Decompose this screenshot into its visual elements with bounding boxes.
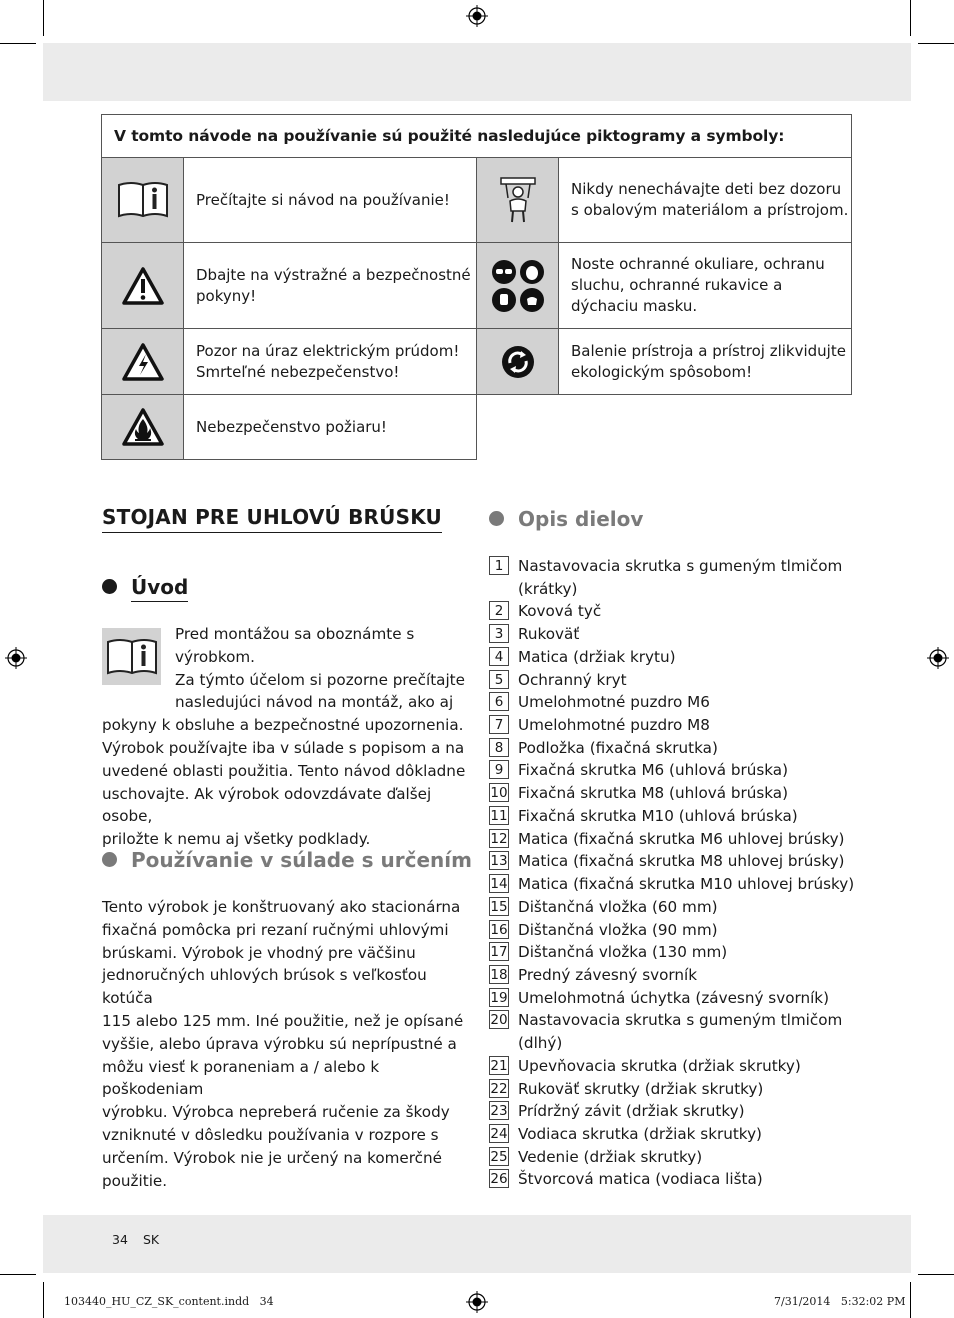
language-code: SK — [143, 1232, 160, 1247]
part-label: Dištančná vložka (60 mm) — [518, 897, 718, 916]
pictogram-text: Balenie prístroja a prístroj zlikvidujte ekologickým spôsobom! — [558, 328, 852, 395]
section-heading-intro: Úvod — [102, 575, 188, 599]
section-heading-parts: Opis dielov — [489, 507, 643, 531]
pictogram-cell — [101, 242, 184, 329]
bullet-icon — [102, 579, 117, 594]
part-number: 9 — [489, 760, 509, 779]
part-number: 18 — [490, 966, 508, 983]
part-label: Vedenie (držiak skrutky) — [518, 1147, 703, 1166]
crop-mark — [918, 1274, 954, 1275]
crop-mark — [0, 1274, 36, 1275]
part-number: 3 — [489, 624, 509, 643]
part-number: 5 — [489, 670, 509, 689]
part-label: Umelohmotná úchytka (závesný svorník) — [518, 988, 830, 1007]
part-number: 7 — [489, 715, 509, 734]
part-label: Fixačná skrutka M6 (uhlová brúska) — [518, 761, 789, 780]
pictogram-cell — [476, 242, 559, 329]
bullet-icon — [102, 852, 117, 867]
part-number: 15 — [490, 898, 508, 915]
part-label: Kovová tyč — [518, 602, 602, 621]
pictogram-text: Nebezpečenstvo požiaru! — [183, 394, 477, 460]
part-label: Rukoväť skrutky (držiak skrutky) — [518, 1079, 764, 1098]
registration-mark-icon — [466, 5, 488, 27]
crop-mark — [910, 1282, 911, 1318]
registration-mark-icon — [466, 1291, 488, 1313]
crop-mark — [910, 0, 911, 36]
warning-triangle-icon — [121, 266, 165, 306]
part-number: 20 — [490, 1012, 508, 1029]
pictogram-cell — [101, 394, 184, 460]
part-label: Matica (držiak krytu) — [518, 647, 676, 666]
book-info-icon — [117, 180, 169, 220]
part-number: 11 — [490, 807, 508, 824]
part-number: 25 — [490, 1148, 508, 1165]
pictogram-text: Pozor na úraz elektrickým prúdom! Smrteľné nebezpečenstvo! — [183, 328, 477, 395]
electric-shock-icon — [121, 342, 165, 382]
page-title: STOJAN PRE UHLOVÚ BRÚSKU — [102, 505, 442, 533]
part-number: 13 — [490, 853, 508, 870]
file-slug: 103440_HU_CZ_SK_content.indd 34 — [64, 1295, 274, 1308]
bullet-icon — [489, 511, 504, 526]
pictogram-text: Prečítajte si návod na používanie! — [183, 157, 477, 243]
pictogram-table — [101, 114, 852, 460]
part-number: 4 — [489, 647, 509, 666]
part-label: Umelohmotné puzdro M8 — [518, 716, 710, 735]
part-label: Nastavovacia skrutka s gumeným tlmičom — [518, 557, 843, 575]
part-number: 19 — [490, 989, 508, 1006]
intro-paragraph: Pred montážou sa oboznámte s výrobkom. Za týmto účelom si pozorne prečítajte nasledujúci návod na montáž, ako aj pokyny k obsluhe a bezpečnostné upozornenia. Výrobok používajte iba v súlade s popisom a na uvedené oblasti použitia. Tento návod dôkladne uschovajte. Ak výrobok odovzdávate ďalšej osobe, priložte k nemu aj všetky podklady. — [102, 625, 466, 849]
part-number: 24 — [490, 1126, 508, 1142]
pictogram-cell — [101, 328, 184, 395]
footer-band — [43, 1215, 911, 1273]
part-label: Umelohmotné puzdro M6 — [518, 693, 710, 712]
pictogram-text: Nikdy nenechávajte deti bez dozoru s obalovým materiálom a prístrojom. — [558, 157, 852, 243]
pictogram-cell — [101, 157, 184, 243]
part-number: 22 — [490, 1080, 508, 1097]
pictogram-table-header: V tomto návode na používanie sú použité nasledujúce piktogramy a symboly: — [101, 114, 852, 158]
recycling-icon — [501, 345, 535, 379]
part-number: 26 — [490, 1171, 508, 1188]
crop-mark — [43, 1282, 44, 1318]
part-label: Fixačná skrutka M10 (uhlová brúska) — [518, 806, 798, 825]
part-label: Štvorcová matica (vodiaca lišta) — [518, 1170, 763, 1189]
part-number: 17 — [490, 944, 508, 961]
part-number: 8 — [489, 738, 509, 757]
protective-equipment-icon — [491, 259, 545, 313]
part-number: 2 — [489, 601, 509, 620]
part-label: Dištančná vložka (130 mm) — [518, 943, 728, 962]
intended-use-paragraph: Tento výrobok je konštruovaný ako stacionárna fixačná pomôcka pri rezaní ručnými uhlovými brúskami. Výrobok je vhodný pre väčšinu jednoručných uhlových brúsok s veľkosťou kotúča 115 alebo 125 mm. Iné použitie, než je opísané vyššie, alebo úprava výrobku sú neprípustné a môžu viesť k poraneniam a / alebo k poškodeniam výrobku. Výrobca nepreberá ručenie za škody vzniknuté v dôsledku používania v rozpore s určením. Výrobok nie je určený na komerčné použitie. — [102, 898, 464, 1190]
pictogram-text: Noste ochranné okuliare, ochranu sluchu, ochranné rukavice a dýchaciu masku. — [558, 242, 852, 329]
part-label: Rukoväť — [518, 625, 580, 644]
pictogram-cell — [476, 157, 559, 243]
section-heading-intended-use: Používanie v súlade s určením — [102, 848, 472, 872]
crop-mark — [0, 43, 36, 44]
part-number: 1 — [489, 556, 509, 575]
part-label-continuation: (dlhý) — [518, 1034, 563, 1053]
part-number: 14 — [490, 876, 508, 893]
part-label: Matica (fixačná skrutka M10 uhlovej brúsky) — [518, 875, 855, 894]
part-number: 10 — [490, 785, 508, 802]
part-number: 16 — [490, 921, 508, 938]
part-label: Matica (fixačná skrutka M8 uhlovej brúsky) — [518, 852, 845, 871]
header-band — [43, 43, 911, 101]
registration-mark-icon — [927, 647, 949, 669]
part-label: Ochranný kryt — [518, 670, 627, 689]
part-label: Prídržný závit (držiak skrutky) — [518, 1102, 745, 1121]
part-number: 23 — [490, 1103, 508, 1120]
part-label: Upevňovacia skrutka (držiak skrutky) — [518, 1056, 801, 1075]
part-label: Dištančná vložka (90 mm) — [518, 920, 718, 939]
part-label: Predný závesný svorník — [518, 965, 698, 984]
pictogram-cell — [476, 328, 559, 395]
part-label: Matica (fixačná skrutka M6 uhlovej brúsky) — [518, 829, 845, 848]
fire-hazard-icon — [121, 407, 165, 447]
part-number: 12 — [490, 830, 508, 847]
crop-mark — [43, 0, 44, 36]
part-label: Podložka (fixačná skrutka) — [518, 738, 718, 757]
pictogram-text: Dbajte na výstražné a bezpečnostné pokyny! — [183, 242, 477, 329]
child-packaging-icon — [498, 176, 538, 224]
page-number: 34 — [112, 1232, 128, 1247]
crop-mark — [918, 43, 954, 44]
part-number: 21 — [490, 1057, 508, 1074]
part-number: 6 — [489, 692, 509, 711]
part-label: Vodiaca skrutka (držiak skrutky) — [518, 1125, 762, 1143]
date-slug: 7/31/2014 5:32:02 PM — [774, 1295, 906, 1308]
part-label: Fixačná skrutka M8 (uhlová brúska) — [518, 784, 789, 803]
part-label-continuation: (krátky) — [518, 579, 578, 598]
registration-mark-icon — [5, 647, 27, 669]
part-label: Nastavovacia skrutka s gumeným tlmičom — [518, 1011, 843, 1030]
